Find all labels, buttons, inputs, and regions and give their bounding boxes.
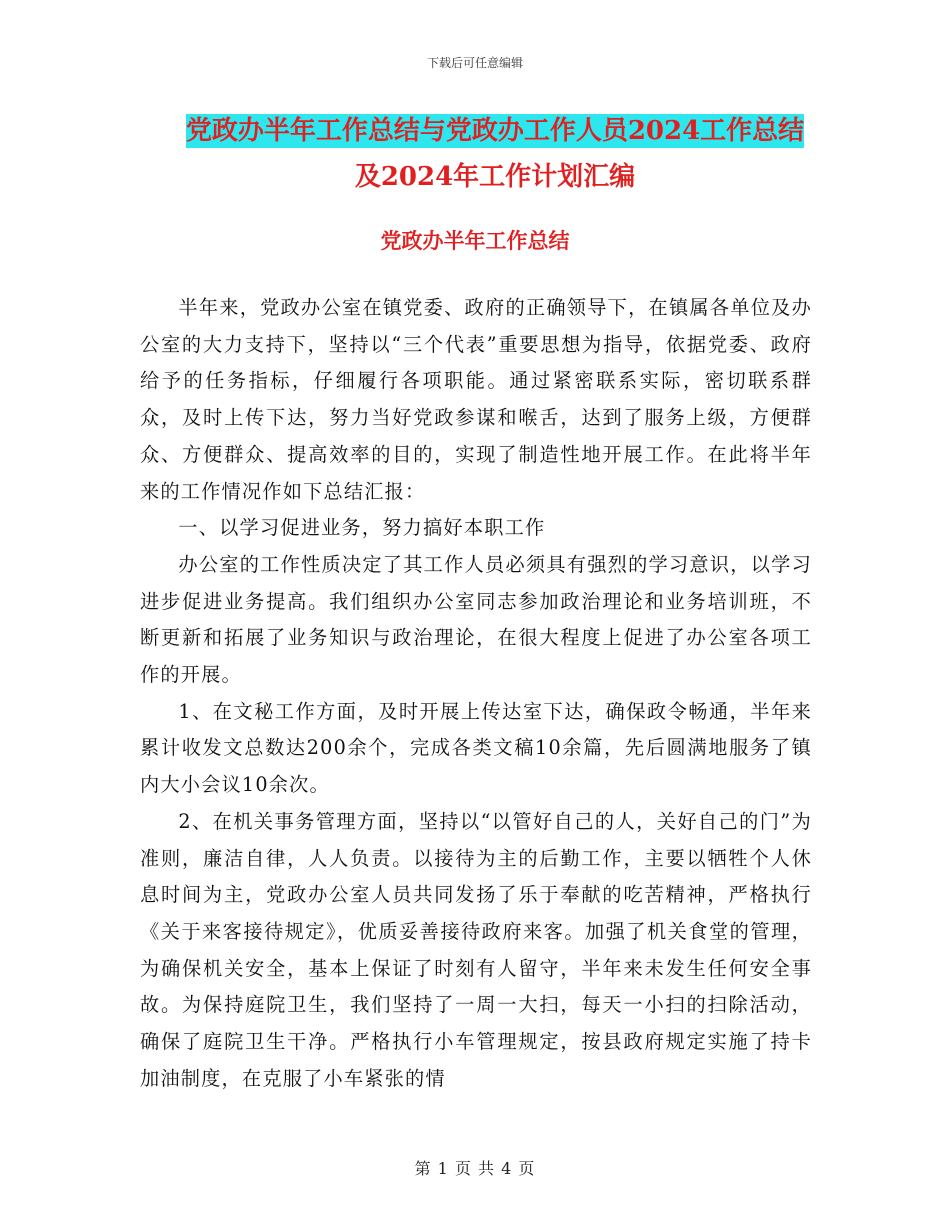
paragraph-heading-1: 一、以学习促进业务，努力搞好本职工作 [178,516,546,540]
paragraph-intro: 半年来，党政办公室在镇党委、政府的正确领导下，在镇属各单位及办公室的大力支持下，坚持以“三个代表”重要思想为指导，依据党委、政府给予的任务指标，仔细履行各项职能。通过紧密联系实际，密切联系群众，及时上传下达，努力当好党政参谋和喉舌，达到了服务上级，方便群众、方便群众、提高效率的目的，实现了制造性地开展工作。在此将半年来的工作情况作如下总结汇报： [140,296,812,503]
paragraph-item-1: 1、在文秘工作方面，及时开展上传达室下达，确保政令畅通，半年来累计收发文总数达200余个，完成各类文稿10余篇，先后圆满地服务了镇内大小会议10余次。 [140,699,812,797]
document-title [150,108,840,200]
document-title-line-2: 及2024年工作计划汇编 [354,162,636,192]
document-title-line-1: 党政办半年工作总结与党政办工作人员2024工作总结 [185,116,805,146]
header-note: 下载后可任意编辑 [426,56,523,70]
paragraph-item-2: 2、在机关事务管理方面，坚持以“以管好自己的人，关好自己的门”为准则，廉洁自律，人人负责。以接待为主的后勤工作，主要以牺牲个人休息时间为主，党政办公室人员共同发扬了乐于奉献的吃苦精神，严格执行《关于来客接待规定》，优质妥善接待政府来客。加强了机关食堂的管理，为确保机关安全，基本上保证了时刻有人留守，半年来未发生任何安全事故。为保持庭院卫生，我们坚持了一周一大扫，每天一小扫的扫除活动，确保了庭院卫生干净。严格执行小车管理规定，按县政府规定实施了持卡加油制度，在克服了小车紧张的情 [140,809,812,1090]
section-title: 党政办半年工作总结 [380,228,570,253]
document-body [140,290,812,1097]
paragraph-study: 办公室的工作性质决定了其工作人员必须具有强烈的学习意识，以学习进步促进业务提高。我们组织办公室同志参加政治理论和业务培训班，不断更新和拓展了业务知识与政治理论，在很大程度上促进了办公室各项工作的开展。 [140,552,812,687]
page-number: 第 1 页 共 4 页 [414,1159,536,1178]
